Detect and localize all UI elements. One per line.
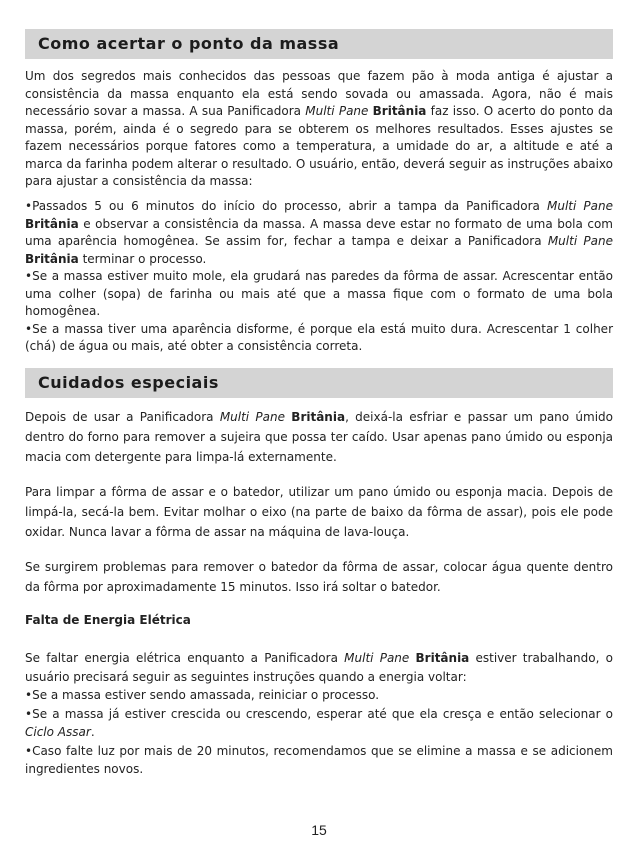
list-item: •Caso falte luz por mais de 20 minutos, recomendamos que se elimine a massa e se adicionem ingredientes novos. [25,743,613,776]
product-name: Multi Pane [219,410,286,424]
list-item: •Se a massa estiver muito mole, ela grudará nas paredes da fôrma de assar. Acrescentar então uma colher (sopa) de farinha ou mais até que a massa fique com o formato de uma bola homogênea. [25,269,613,318]
section-header-cuidados [25,368,613,398]
brand-name: Britânia [25,251,79,266]
list-item: •Se a massa já estiver crescida ou crescendo, esperar até que ela cresça e então selecionar o Ciclo Assar. [25,706,613,739]
section-header-ponto-massa [25,29,613,59]
power-instructions: Se faltar energia elétrica enquanto a Panificadora Multi Pane Britânia estiver trabalhando, o usuário precisará seguir as seguintes instruções quando a energia voltar: •Se a massa estiver sendo amassada, reiniciar o processo. •Se a massa já estiver crescida ou crescendo, esperar até que ela cresça e então selecionar o Ciclo Assar. •Caso falte luz por mais de 20 minutos, recomendamos que se elimine a massa e se adicionem ingredientes novos. [25,649,613,779]
intro-paragraph: Um dos segredos mais conhecidos das pessoas que fazem pão à moda antiga é ajustar a consistência da massa enquanto ela está sendo sovada ou amassada. Agora, não é mais necessário sovar a massa. A sua Panificadora Multi Pane Britânia faz isso. O acerto do ponto da massa, porém, ainda é o segredo para se obterem os melhores resultados. Esses ajustes se fazem necessários porque fatores como a temperatura, a umidade do ar, a altitude e até a marca da farinha podem alterar o resultado. O usuário, então, deverá seguir as instruções abaixo para ajustar a consistência da massa: [25,69,613,188]
list-item: •Se a massa tiver uma aparência disforme, é porque ela está muito dura. Acrescentar 1 colher (chá) de água ou mais, até obter a consistência correta. [25,321,613,353]
cycle-name: Ciclo Assar [25,725,91,739]
section-title: Cuidados especiais [38,373,219,392]
brand-name: Britânia [25,216,79,231]
product-name: Multi Pane [344,651,410,665]
product-name: Multi Pane [546,199,613,213]
care-paragraph-2: Para limpar a fôrma de assar e o batedor, utilizar um pano úmido ou esponja macia. Depois de limpá-la, secá-la bem. Evitar molhar o eixo (na parte de baixo da fôrma de assar), pois ele pode oxidar. Nunca lavar a fôrma de assar na máquina de lava-louça. [25,485,613,539]
power-subheading: Falta de Energia Elétrica [25,613,191,627]
product-name: Multi Pane [305,104,369,118]
bullet-list-1 [25,198,613,356]
care-paragraph-1: Depois de usar a Panificadora Multi Pane Britânia, deixá-la esfriar e passar um pano úmido dentro do forno para remover a sujeira que possa ter caído. Usar apenas pano úmido ou esponja macia com detergente para limpa-lá externamente. [25,410,613,464]
care-paragraph-3: Se surgirem problemas para remover o batedor da fôrma de assar, colocar água quente dentro da fôrma por aproximadamente 15 minutos. Isso irá soltar o batedor. [25,560,613,594]
list-item: •Passados 5 ou 6 minutos do início do processo, abrir a tampa da Panificadora Multi Pane Britânia e observar a consistência da massa. A massa deve estar no formato de uma bola com uma aparência homogênea. Se assim for, fechar a tampa e deixar a Panificadora Multi Pane Britânia terminar o processo. [25,199,613,266]
page-number: 15 [311,822,327,838]
brand-name: Britânia [415,651,470,665]
section-title: Como acertar o ponto da massa [38,34,340,53]
product-name: Multi Pane [547,234,613,248]
brand-name: Britânia [291,410,346,424]
brand-name: Britânia [372,104,427,118]
list-item: •Se a massa estiver sendo amassada, reiniciar o processo. [25,688,380,702]
